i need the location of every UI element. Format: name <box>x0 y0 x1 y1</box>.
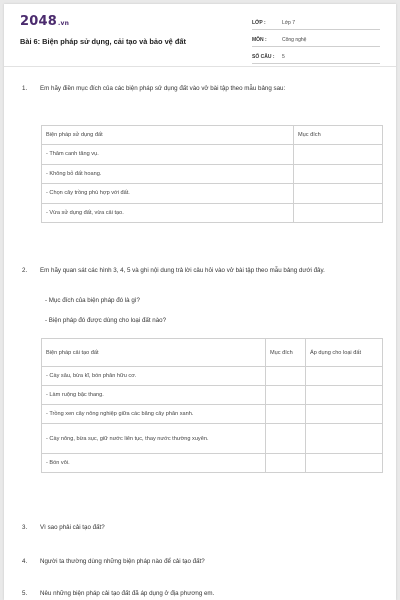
table-row <box>42 386 383 405</box>
answer-cell[interactable] <box>306 454 383 473</box>
answer-cell[interactable] <box>294 203 383 223</box>
table-row <box>42 164 383 184</box>
answer-cell[interactable] <box>294 164 383 184</box>
table-cell: - Vừa sử dụng đất, vừa cải tạo. <box>42 203 294 223</box>
question-text: Em hãy quan sát các hình 3, 4, 5 và ghi nội dung trả lời câu hỏi vào vở bài tập theo mẫu bảng dưới đây. <box>40 267 325 274</box>
question-number: 4. <box>22 558 28 565</box>
question-4 <box>22 557 205 566</box>
table-header: Mục đích <box>294 126 383 145</box>
answer-cell[interactable] <box>294 145 383 165</box>
answer-cell[interactable] <box>266 454 306 473</box>
table-cell: - Cày sâu, bừa kĩ, bón phân hữu cơ. <box>42 367 266 386</box>
question-2 <box>22 266 370 275</box>
header-divider <box>4 66 396 67</box>
question-number: 2. <box>22 267 28 274</box>
question-number: 1. <box>22 85 28 92</box>
question-3 <box>22 523 105 532</box>
meta-row-subject <box>252 33 380 47</box>
logo-main: 2048 <box>20 14 57 29</box>
question-text: Nêu những biện pháp cải tạo đất đã áp dụng ở địa phương em. <box>40 590 215 597</box>
meta-label: LỚP : <box>252 19 266 26</box>
table-cell: - Không bỏ đất hoang. <box>42 164 294 184</box>
site-logo[interactable] <box>20 14 69 29</box>
table-row <box>42 405 383 424</box>
table-header-row <box>42 126 383 145</box>
meta-label: MÔN : <box>252 36 267 43</box>
soil-improvement-table <box>41 338 383 473</box>
question-text: Vì sao phải cải tạo đất? <box>40 524 105 531</box>
table-header: Biện pháp cải tạo đất <box>42 339 266 367</box>
table-cell: - Bón vôi. <box>42 454 266 473</box>
meta-row-class <box>252 16 380 30</box>
worksheet-page <box>4 4 396 600</box>
table-row <box>42 184 383 204</box>
table-cell: - Cày nông, bừa sục, giữ nước liên tục, thay nước thường xuyên. <box>42 424 266 454</box>
land-use-table <box>41 125 383 223</box>
answer-cell[interactable] <box>266 386 306 405</box>
meta-value: Công nghệ <box>282 36 307 43</box>
table-header: Biện pháp sử dụng đất <box>42 126 294 145</box>
meta-row-count <box>252 50 380 64</box>
answer-cell[interactable] <box>306 424 383 454</box>
meta-value: Lớp 7 <box>282 19 296 26</box>
table-row <box>42 367 383 386</box>
question-1 <box>22 84 285 93</box>
logo-suffix: .vn <box>57 20 70 27</box>
meta-label: SỐ CÂU : <box>252 53 275 60</box>
meta-value: 5 <box>282 53 285 60</box>
sub-question: - Biện pháp đó được dùng cho loại đất nào? <box>45 317 167 324</box>
table-cell: - Trồng xen cây nông nghiệp giữa các băng cây phân xanh. <box>42 405 266 424</box>
answer-cell[interactable] <box>306 367 383 386</box>
answer-cell[interactable] <box>294 184 383 204</box>
table-header: Áp dụng cho loại đất <box>306 339 383 367</box>
answer-cell[interactable] <box>266 405 306 424</box>
table-row <box>42 424 383 454</box>
table-cell: - Thâm canh tăng vụ. <box>42 145 294 165</box>
worksheet-meta <box>252 16 380 67</box>
question-text: Em hãy điền mục đích của các biện pháp sử dụng đất vào vở bài tập theo mẫu bảng sau: <box>40 85 286 92</box>
table-cell: - Chọn cây trồng phù hợp với đất. <box>42 184 294 204</box>
sub-question: - Mục đích của biện pháp đó là gì? <box>45 297 140 304</box>
table-row <box>42 454 383 473</box>
answer-cell[interactable] <box>266 424 306 454</box>
question-5 <box>22 589 214 598</box>
table-header-row <box>42 339 383 367</box>
answer-cell[interactable] <box>306 405 383 424</box>
question-text: Người ta thường dùng những biện pháp nào để cải tạo đất? <box>40 558 205 565</box>
lesson-title: Bài 6: Biện pháp sử dụng, cải tạo và bảo vệ đất <box>20 37 186 46</box>
answer-cell[interactable] <box>306 386 383 405</box>
table-row <box>42 203 383 223</box>
table-row <box>42 145 383 165</box>
question-number: 5. <box>22 590 28 597</box>
table-header: Mục đích <box>266 339 306 367</box>
question-number: 3. <box>22 524 28 531</box>
answer-cell[interactable] <box>266 367 306 386</box>
table-cell: - Làm ruộng bậc thang. <box>42 386 266 405</box>
